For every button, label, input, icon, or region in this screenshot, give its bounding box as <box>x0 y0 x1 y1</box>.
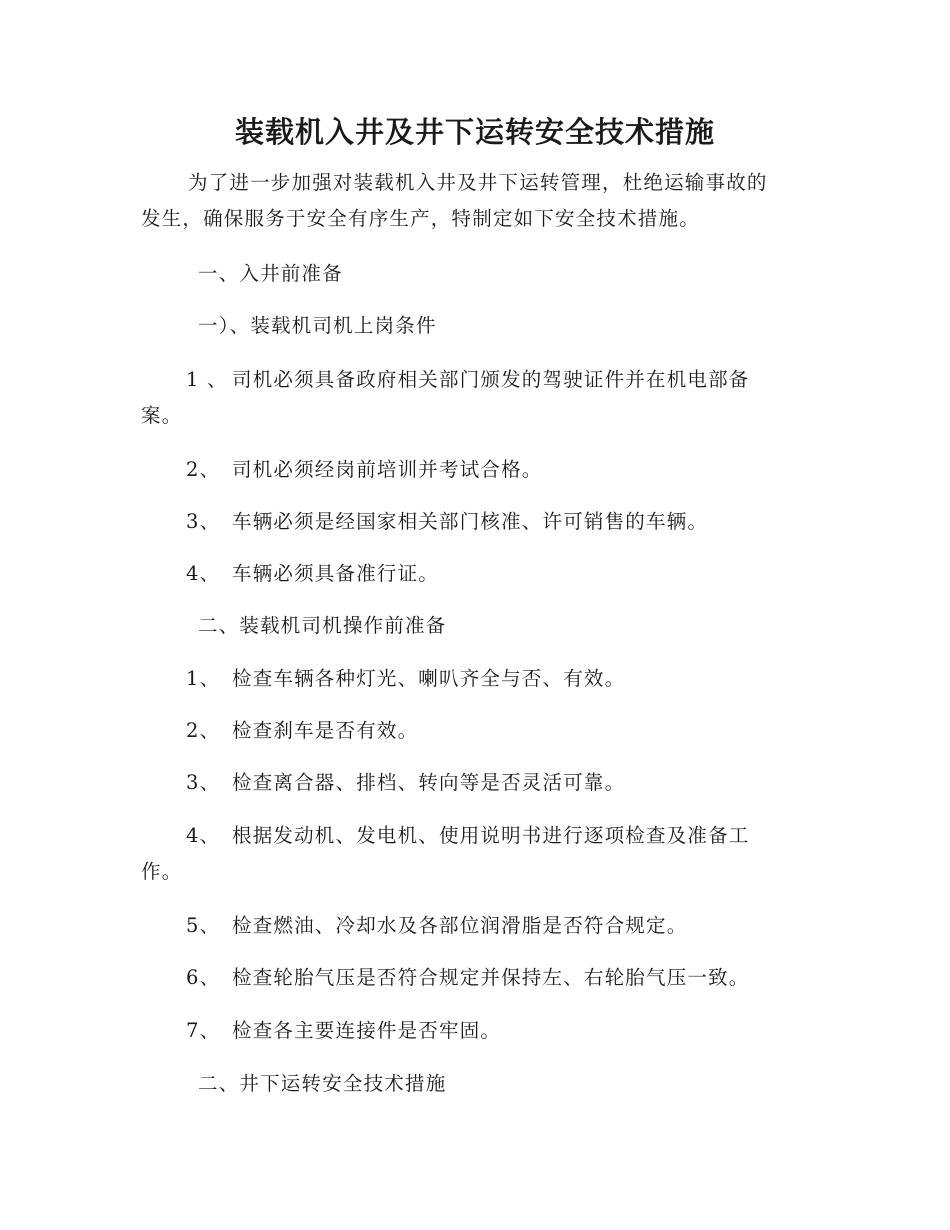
condition-4-number: 4、 <box>186 562 221 585</box>
section-2-heading: 二、装载机司机操作前准备 <box>198 614 447 637</box>
condition-3 <box>186 506 708 538</box>
intro-line-1: 为了进一步加强对装载机入井及井下运转管理，杜绝运输事故的 <box>188 171 768 194</box>
prep-item-1-number: 1、 <box>186 667 221 690</box>
prep-item-7-text: 检查各主要连接件是否牢固。 <box>232 1019 502 1042</box>
prep-item-2-number: 2、 <box>186 719 221 742</box>
condition-1 <box>186 364 750 396</box>
condition-1-text: 司机必须具备政府相关部门颁发的驾驶证件并在机电部备 <box>232 368 750 391</box>
prep-item-3 <box>186 767 625 799</box>
prep-item-3-text: 检查离合器、排档、转向等是否灵活可靠。 <box>232 771 626 794</box>
prep-item-2-text: 检查刹车是否有效。 <box>232 719 419 742</box>
prep-item-5-text: 检查燃油、冷却水及各部位润滑脂是否符合规定。 <box>232 914 688 937</box>
document-title: 装载机入井及井下运转安全技术措施 <box>234 115 715 149</box>
condition-3-number: 3、 <box>186 510 221 533</box>
prep-item-1-text: 检查车辆各种灯光、喇叭齐全与否、有效。 <box>232 667 626 690</box>
condition-3-text: 车辆必须是经国家相关部门核准、许可销售的车辆。 <box>232 510 709 533</box>
condition-1-continuation: 案。 <box>141 404 183 427</box>
condition-4 <box>186 558 439 590</box>
condition-2 <box>186 454 543 486</box>
prep-item-7-number: 7、 <box>186 1019 221 1042</box>
prep-item-4 <box>186 820 750 852</box>
prep-item-4-text: 根据发动机、发电机、使用说明书进行逐项检查及准备工 <box>232 824 750 847</box>
prep-item-5-number: 5、 <box>186 914 221 937</box>
prep-item-3-number: 3、 <box>186 771 221 794</box>
prep-item-5 <box>186 910 687 942</box>
intro-line-2: 发生，确保服务于安全有序生产，特制定如下安全技术措施。 <box>141 207 700 230</box>
condition-2-text: 司机必须经岗前培训并考试合格。 <box>232 458 543 481</box>
condition-2-number: 2、 <box>186 458 221 481</box>
prep-item-7 <box>186 1015 501 1047</box>
subsection-1-heading: 一）、装载机司机上岗条件 <box>198 314 437 337</box>
prep-item-6-number: 6、 <box>186 966 221 989</box>
prep-item-4-continuation: 作。 <box>141 860 183 883</box>
prep-item-2 <box>186 715 418 747</box>
prep-item-6-text: 检查轮胎气压是否符合规定并保持左、右轮胎气压一致。 <box>232 966 750 989</box>
condition-1-number: 1 、 <box>186 368 228 391</box>
prep-item-6 <box>186 962 750 994</box>
prep-item-4-number: 4、 <box>186 824 221 847</box>
section-1-heading: 一、入井前准备 <box>198 262 343 285</box>
section-3-heading: 二、井下运转安全技术措施 <box>198 1072 447 1095</box>
prep-item-1 <box>186 663 625 695</box>
condition-4-text: 车辆必须具备准行证。 <box>232 562 440 585</box>
